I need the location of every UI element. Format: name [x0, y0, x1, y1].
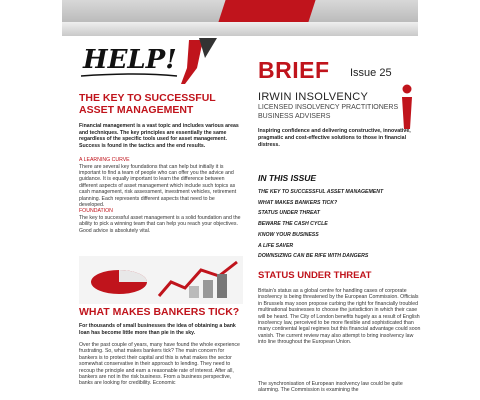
brief-masthead: BRIEF	[258, 57, 330, 83]
header-banner-image	[62, 0, 418, 36]
banner-highlight	[62, 22, 418, 36]
article-2-title: WHAT MAKES BANKERS TICK?	[79, 306, 240, 318]
contents-item[interactable]: WHAT MAKES BANKERS TICK?	[258, 199, 338, 206]
article-1-lead: Financial management is a vast topic and includes various areas and techniques. The key principles are essentially the same regardless of the specific tools used for asset management. Success is found in the tactics and the end results.	[79, 123, 239, 149]
article-3-para-2: The synchronisation of European insolvency law could be quite alarming. The Commission is examining the	[258, 381, 403, 394]
contents-item[interactable]: KNOW YOUR BUSINESS	[258, 231, 319, 238]
article-3-title: STATUS UNDER THREAT	[258, 270, 372, 281]
subhead-learning-curve: A LEARNING CURVE	[79, 157, 130, 163]
article-2-para-1: Over the past couple of years, many have found the whole experience frustrating. So, what makes bankers tick? The main concern for bankers is to protect their capital and this is what makes the sector somewhat conservative in their approach to lending. They need to recoup the principle and earn a reasonable rate of interest. After all, bankers are not in the risk business. From a business perspective, banks are looking for credibility. Economic	[79, 342, 240, 387]
company-subtitle-2: BUSINESS ADVISERS	[258, 112, 331, 120]
company-logo-icon	[399, 84, 415, 130]
contents-list	[258, 187, 422, 262]
help-text: HELP!	[83, 45, 177, 75]
article-1-title: THE KEY TO SUCCESSFUL ASSET MANAGEMENT	[79, 92, 216, 116]
contents-item[interactable]: A LIFE SAVER	[258, 242, 294, 249]
article-2-lead: For thousands of small businesses the idea of obtaining a bank loan has become little more than pie in the sky.	[79, 323, 236, 336]
article-1-para-2: The key to successful asset management is a solid foundation and the ability to pick a winning team that can help you reach your objectives. Good advice is absolutely vital.	[79, 215, 241, 234]
finance-chart-illustration	[79, 256, 243, 304]
banner-red-shape	[218, 0, 315, 22]
article-1-para-1: There are several key foundations that can help but initially it is important to find a team of people who can offer you the advice and guidance. It is equally important to learn the difference between different aspects of asset management which include such topics as cash management, risk assessment, investment vehicles, retirement planning. Each represents different aspects that need to be developed.	[79, 163, 237, 209]
article-3-para-1: Britain's status as a global centre for handling cases of corporate insolvency is being threatened by the European Commission. Officials in Brussels may soon propose curbing the right for financially troubled multinational businesses to choose the jurisdiction in which their case will be heard. The City of London benefits hugely as a result of English insolvency law, perceived to be more flexible and sophisticated than many continental legal regimes but this financial advantage could soon vanish. The current review may also attempt to bring insolvency law into line throughout the European Union.	[258, 288, 421, 346]
article-1-body	[79, 157, 241, 234]
contents-item[interactable]: THE KEY TO SUCCESSFUL ASSET MANAGEMENT	[258, 189, 384, 195]
company-name: IRWIN INSOLVENCY	[258, 91, 369, 103]
contents-item[interactable]: STATUS UNDER THREAT	[258, 210, 320, 217]
contents-item[interactable]: DOWNSIZING CAN BE RIFE WITH DANGERS	[258, 253, 369, 260]
company-tagline: Inspiring confidence and delivering constructive, innovative, pragmatic and cost-effective solutions to those in financial distress.	[258, 128, 411, 148]
in-this-issue-heading: IN THIS ISSUE	[258, 173, 317, 183]
help-illustration	[77, 38, 237, 86]
company-subtitle	[258, 104, 398, 121]
contents-item[interactable]: BEWARE THE CASH CYCLE	[258, 221, 328, 228]
issue-number: Issue 25	[350, 67, 392, 79]
subhead-foundation: FOUNDATION	[79, 208, 113, 215]
company-subtitle-1: LICENSED INSOLVENCY PRACTITIONERS	[258, 104, 399, 111]
